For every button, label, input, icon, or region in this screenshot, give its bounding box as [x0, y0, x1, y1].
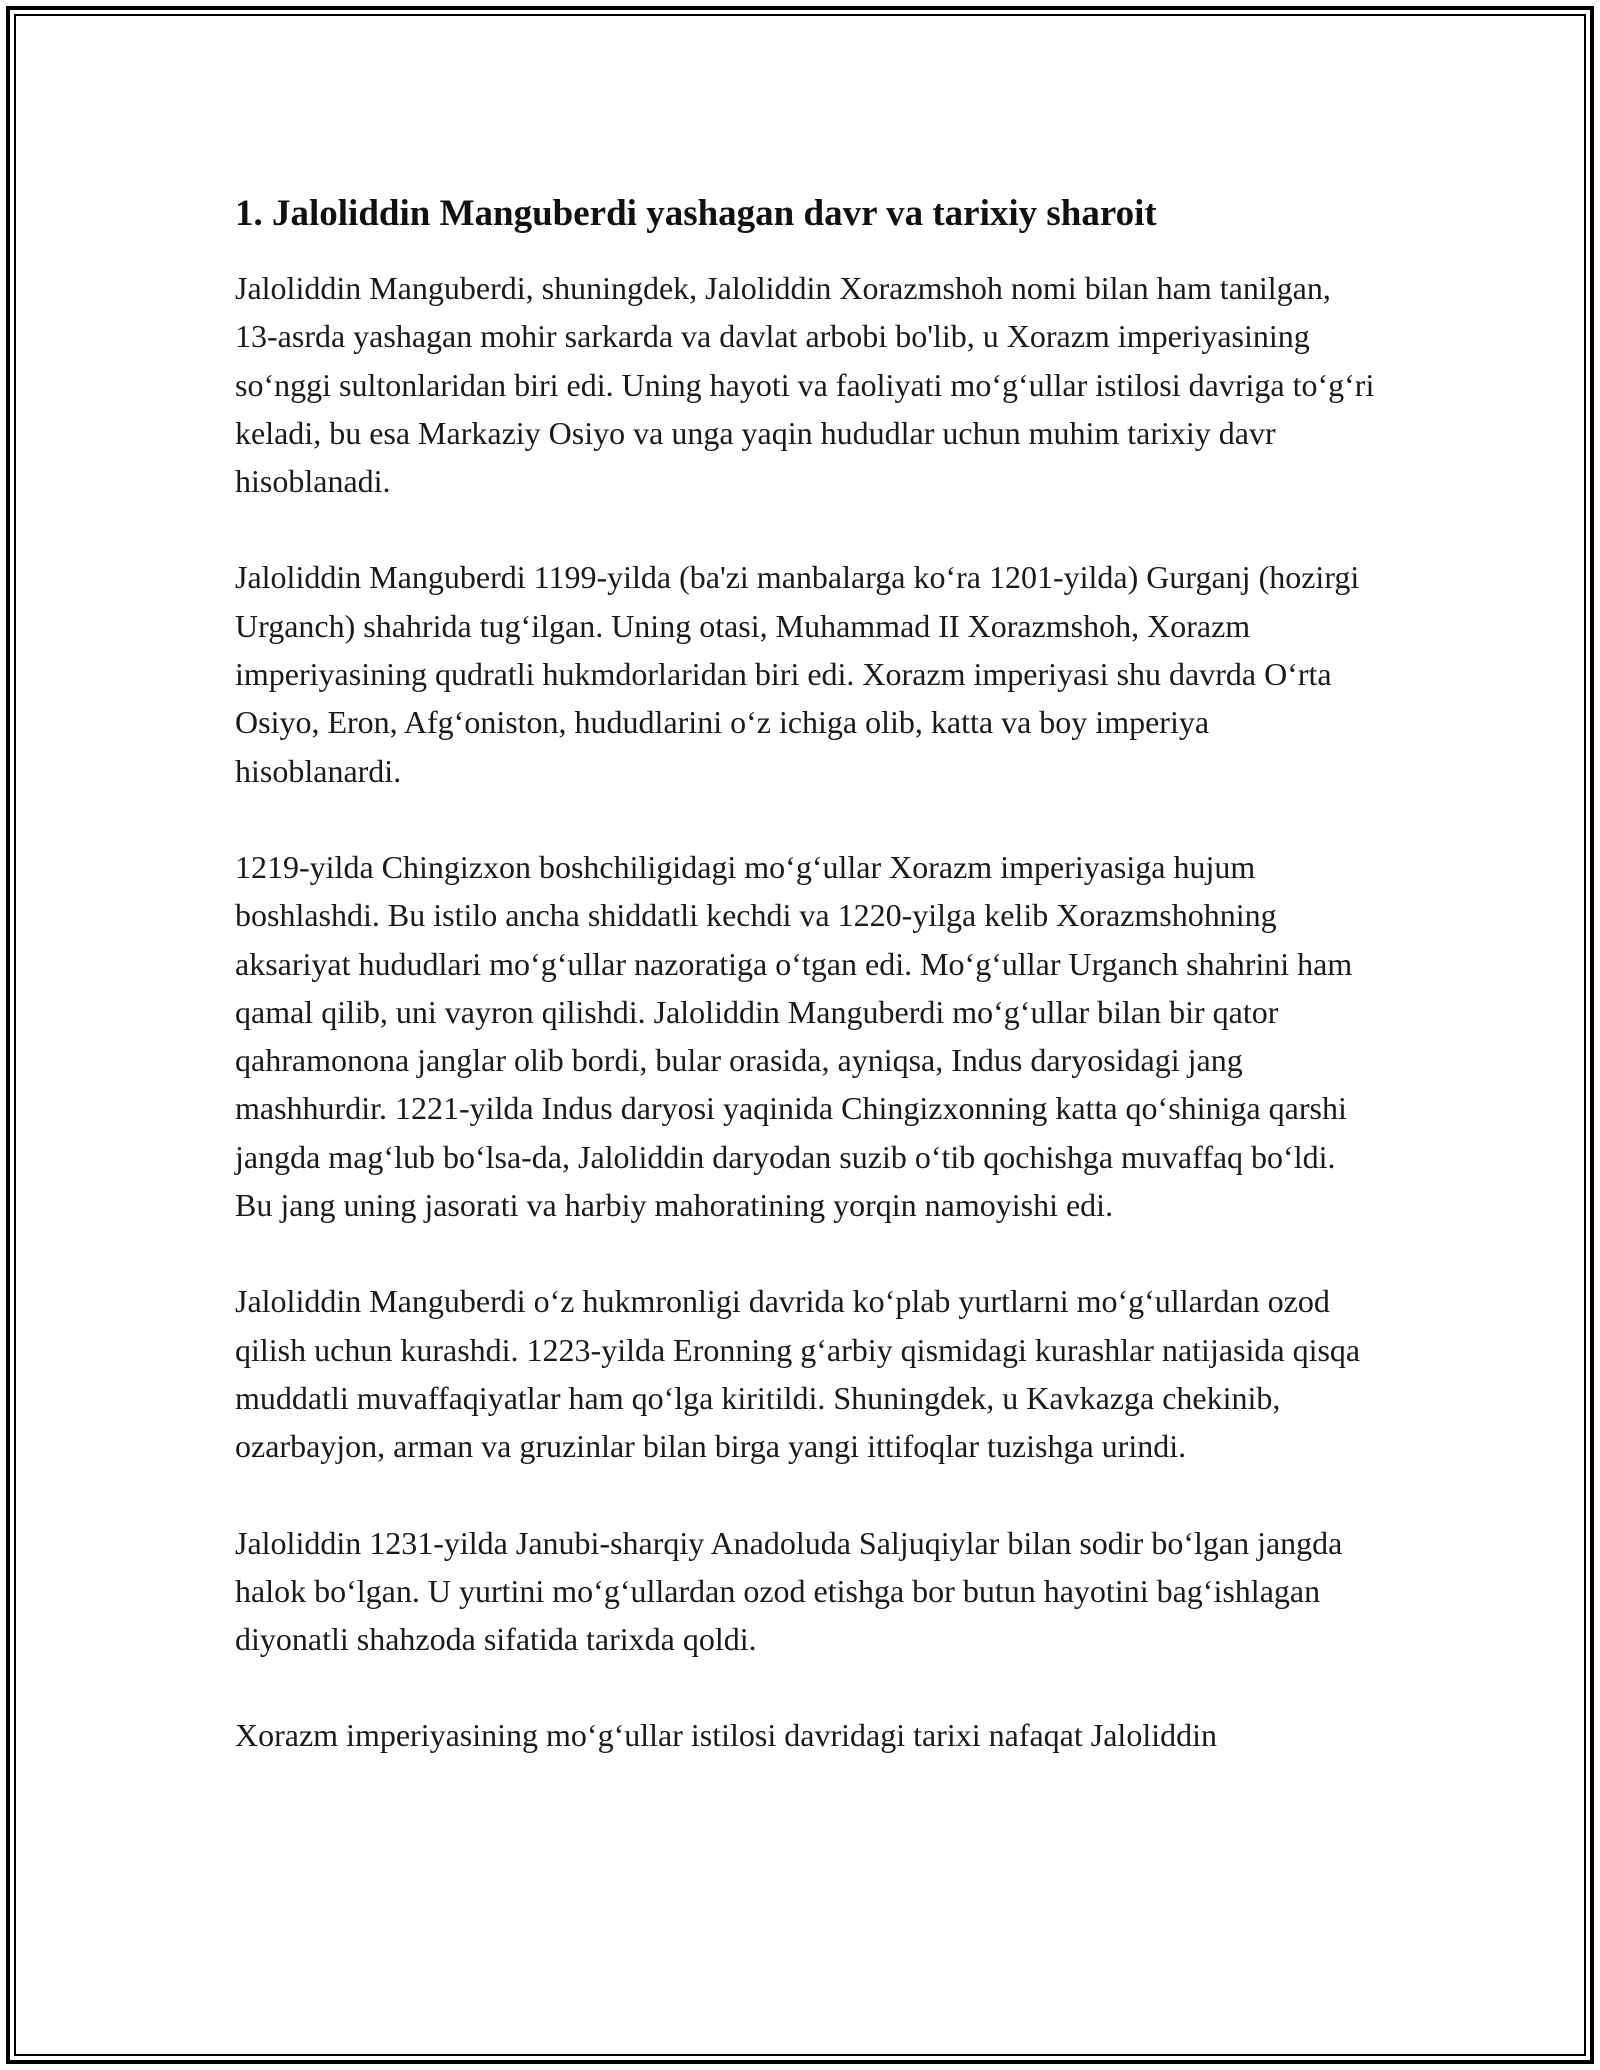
- paragraph-5: Jaloliddin 1231-yilda Janubi-sharqiy Anadoluda Saljuqiylar bilan sodir bo‘lgan jangda halok bo‘lgan. U yurtini mo‘g‘ullardan ozod etishga bor butun hayotini bag‘ishlagan diyonatli shahzoda sifatida tarixda qoldi.: [235, 1524, 1343, 1658]
- paragraph-6: Xorazm imperiyasining mo‘g‘ullar istilosi davridagi tarixi nafaqat Jaloliddin: [235, 1717, 1217, 1754]
- paragraph-1: Jaloliddin Manguberdi, shuningdek, Jaloliddin Xorazmshoh nomi bilan ham tanilgan, 13-asrda yashagan mohir sarkarda va davlat arbobi bo'lib, u Xorazm imperiyasining so‘nggi sultonlaridan biri edi. Uning hayoti va faoliyati mo‘g‘ullar istilosi davriga to‘g‘ri keladi, bu esa Markaziy Osiyo va unga yaqin hududlar uchun muhim tarixiy davr hisoblanadi.: [235, 270, 1375, 500]
- section-heading: 1. Jaloliddin Manguberdi yashagan davr va tarixiy sharoit: [235, 193, 1157, 234]
- paragraph-2: Jaloliddin Manguberdi 1199-yilda (ba'zi manbalarga ko‘ra 1201-yilda) Gurganj (hozirgi Urganch) shahrida tug‘ilgan. Uning otasi, Muhammad II Xorazmshoh, Xorazm imperiyasining qudratli hukmdorlaridan biri edi. Xorazm imperiyasi shu davrda O‘rta Osiyo, Eron, Afg‘oniston, hududlarini o‘z ichiga olib, katta va boy imperiya hisoblanardi.: [235, 559, 1360, 789]
- document-body: [235, 186, 1375, 1808]
- paragraph-4: Jaloliddin Manguberdi o‘z hukmronligi davrida ko‘plab yurtlarni mo‘g‘ullardan ozod qilish uchun kurashdi. 1223-yilda Eronning g‘arbiy qismidagi kurashlar natijasida qisqa muddatli muvaffaqiyatlar ham qo‘lga kiritildi. Shuningdek, u Kavkazga chekinib, ozarbayjon, arman va gruzinlar bilan birga yangi ittifoqlar tuzishga urindi.: [235, 1283, 1361, 1465]
- paragraph-3: 1219-yilda Chingizxon boshchiligidagi mo‘g‘ullar Xorazm imperiyasiga hujum boshlashdi. Bu istilo ancha shiddatli kechdi va 1220-yilga kelib Xorazmshohning aksariyat hududlari mo‘g‘ullar nazoratiga o‘tgan edi. Mo‘g‘ullar Urganch shahrini ham qamal qilib, uni vayron qilishdi. Jaloliddin Manguberdi mo‘g‘ullar bilan bir qator qahramonona janglar olib bordi, bular orasida, ayniqsa, Indus daryosidagi jang mashhurdir. 1221-yilda Indus daryosi yaqinida Chingizxonning katta qo‘shiniga qarshi jangda mag‘lub bo‘lsa-da, Jaloliddin daryodan suzib o‘tib qochishga muvaffaq bo‘ldi. Bu jang uning jasorati va harbiy mahoratining yorqin namoyishi edi.: [235, 848, 1353, 1224]
